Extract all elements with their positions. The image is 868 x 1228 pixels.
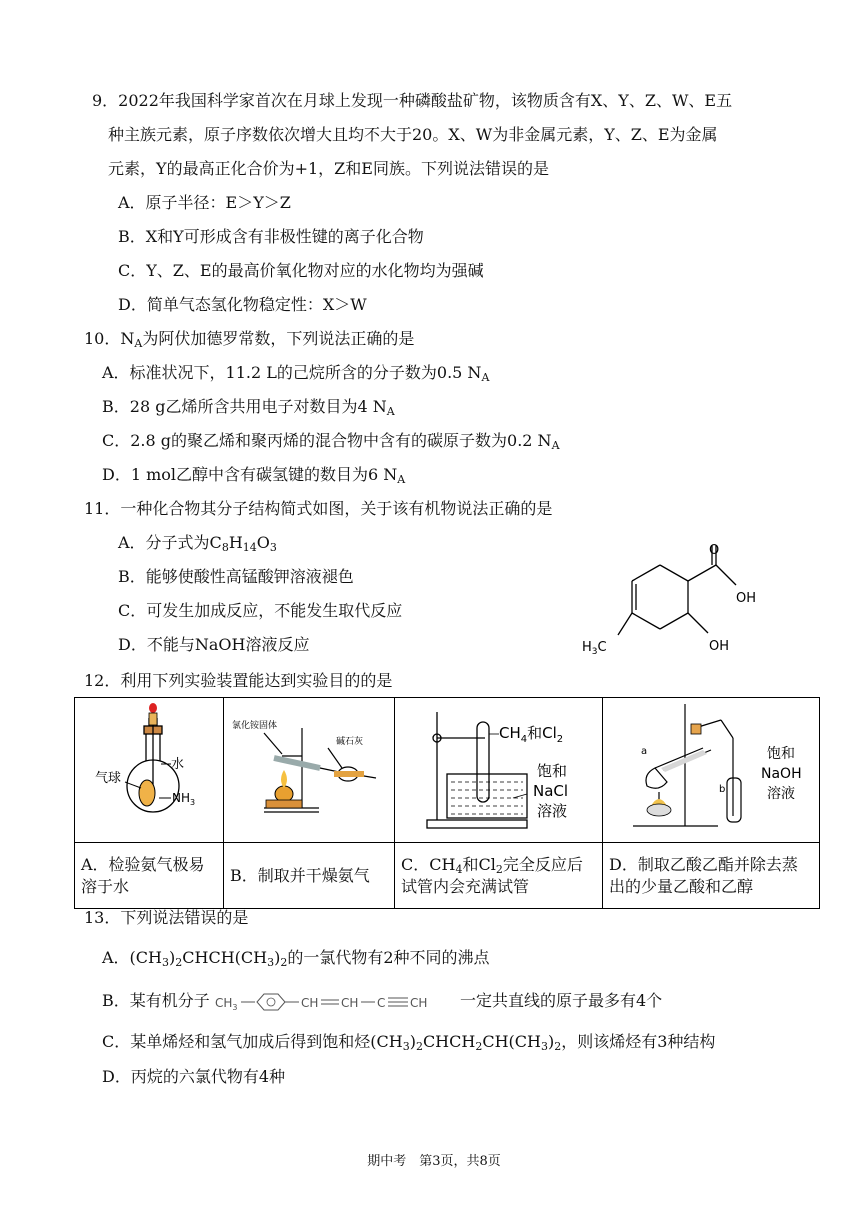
apparatus-b-image <box>224 698 395 843</box>
apparatus-d-caption: D．制取乙酸乙酯并除去蒸出的少量乙酸和乙醇 <box>603 843 820 909</box>
apparatus-c-sol-line1: 饱和 <box>537 762 568 780</box>
q9-stem-line1: 9．2022年我国科学家首次在月球上发现一种磷酸盐矿物，该物质含有X、Y、Z、W、E五 <box>92 91 733 110</box>
q10-option-a: A．标准状况下，11.2 L的己烷所含的分子数为0.5 $N_A$ <box>102 363 490 384</box>
q13-option-c: C．某单烯烃和氢气加成后得到饱和烃$(CH_3)_2CHCH_2CH(CH_3)_2$，则该烯烃有3种结构 <box>102 1032 716 1053</box>
svg-text:CH: CH <box>409 995 428 1010</box>
apparatus-c-gas-label: $CH_4$和$Cl_2$ <box>499 724 564 745</box>
apparatus-a-image <box>75 698 224 843</box>
apparatus-c-sol-line2: NaCl <box>533 782 569 800</box>
apparatus-b-lime-label: 碱石灰 <box>336 737 364 747</box>
svg-text:CH: CH <box>300 995 319 1010</box>
mol-label-o: O <box>709 543 720 558</box>
q9-option-d: D．简单气态氢化物稳定性：X＞W <box>118 295 367 314</box>
q11-molecule-structure <box>570 535 790 665</box>
q11-stem: 11．一种化合物其分子结构简式如图，关于该有机物说法正确的是 <box>84 499 553 518</box>
mol-label-oh-top: OH <box>736 591 757 606</box>
apparatus-d-image <box>603 698 820 843</box>
q12-apparatus-table <box>74 697 820 909</box>
q10-option-d: D．1 mol乙醇中含有碳氢键的数目为6 $N_A$ <box>102 465 406 486</box>
mol-label-oh-bottom: OH <box>709 639 730 654</box>
q12-stem: 12．利用下列实验装置能达到实验目的的是 <box>84 671 393 690</box>
q13-stem: 13．下列说法错误的是 <box>84 908 249 927</box>
q13-option-a: A．$(CH_3)_2CHCH(CH_3)_2$的一氯代物有2种不同的沸点 <box>102 948 490 969</box>
apparatus-a-caption: A．检验氨气极易溶于水 <box>75 843 224 909</box>
apparatus-d-sol-line2: NaOH <box>761 766 802 782</box>
q9-option-b: B．X和Y可形成含有非极性键的离子化合物 <box>118 227 424 246</box>
apparatus-d-sol-line3: 溶液 <box>767 786 795 802</box>
q10-option-c: C．2.8 g的聚乙烯和聚丙烯的混合物中含有的碳原子数为0.2 $N_A$ <box>102 431 560 452</box>
q9-stem-line3: 元素，Y的最高正化合价为+1，Z和E同族。下列说法错误的是 <box>108 159 549 178</box>
apparatus-a-nh3-label: $NH_3$ <box>172 791 196 807</box>
q11-option-a: A．分子式为$C_8H_{14}O_3$ <box>118 533 277 554</box>
apparatus-d-label-a: a <box>641 746 648 757</box>
apparatus-d-label-b: b <box>719 784 726 795</box>
q9-stem-line2: 种主族元素，原子序数依次增大且均不大于20。X、W为非金属元素，Y、Z、E为金属 <box>108 125 718 144</box>
apparatus-c-sol-line3: 溶液 <box>537 802 568 820</box>
q11-option-b: B．能够使酸性高锰酸钾溶液褪色 <box>118 567 354 586</box>
svg-text:CH: CH <box>340 995 359 1010</box>
q13-b-structural-formula <box>215 991 455 1013</box>
q13-option-b: B．某有机分子 $CH_3$ CH CH C CH 一定共直线的原子最多有4个 <box>102 991 663 1012</box>
apparatus-a-balloon-label: 气球 <box>95 771 122 786</box>
mol-label-h3c: $H_3C$ <box>582 640 607 657</box>
apparatus-d-sol-line1: 饱和 <box>767 746 795 762</box>
q10-stem: 10．$N_A$为阿伏加德罗常数，下列说法正确的是 <box>84 329 415 350</box>
q10-option-b: B．28 g乙烯所含共用电子对数目为4 $N_A$ <box>102 397 395 418</box>
q11-option-d: D．不能与NaOH溶液反应 <box>118 635 310 654</box>
q11-option-c: C．可发生加成反应，不能发生取代反应 <box>118 601 403 620</box>
apparatus-b-solid-label: 氯化铵固体 <box>232 721 278 731</box>
q13-option-d: D．丙烷的六氯代物有4种 <box>102 1067 286 1086</box>
apparatus-c-caption: C．$CH_4$和$Cl_2$完全反应后试管内会充满试管 <box>395 843 603 909</box>
svg-text:C: C <box>376 995 386 1010</box>
apparatus-b-caption: B．制取并干燥氨气 <box>224 843 395 909</box>
q9-option-c: C．Y、Z、E的最高价氧化物对应的水化物均为强碱 <box>118 261 484 280</box>
apparatus-c-image <box>395 698 603 843</box>
svg-text:CH3: $CH_3$ <box>214 995 238 1012</box>
q9-option-a: A．原子半径：E＞Y＞Z <box>118 193 291 212</box>
page-footer: 期中考 第3页，共8页 <box>367 1154 501 1169</box>
apparatus-a-water-label: 水 <box>171 757 185 772</box>
